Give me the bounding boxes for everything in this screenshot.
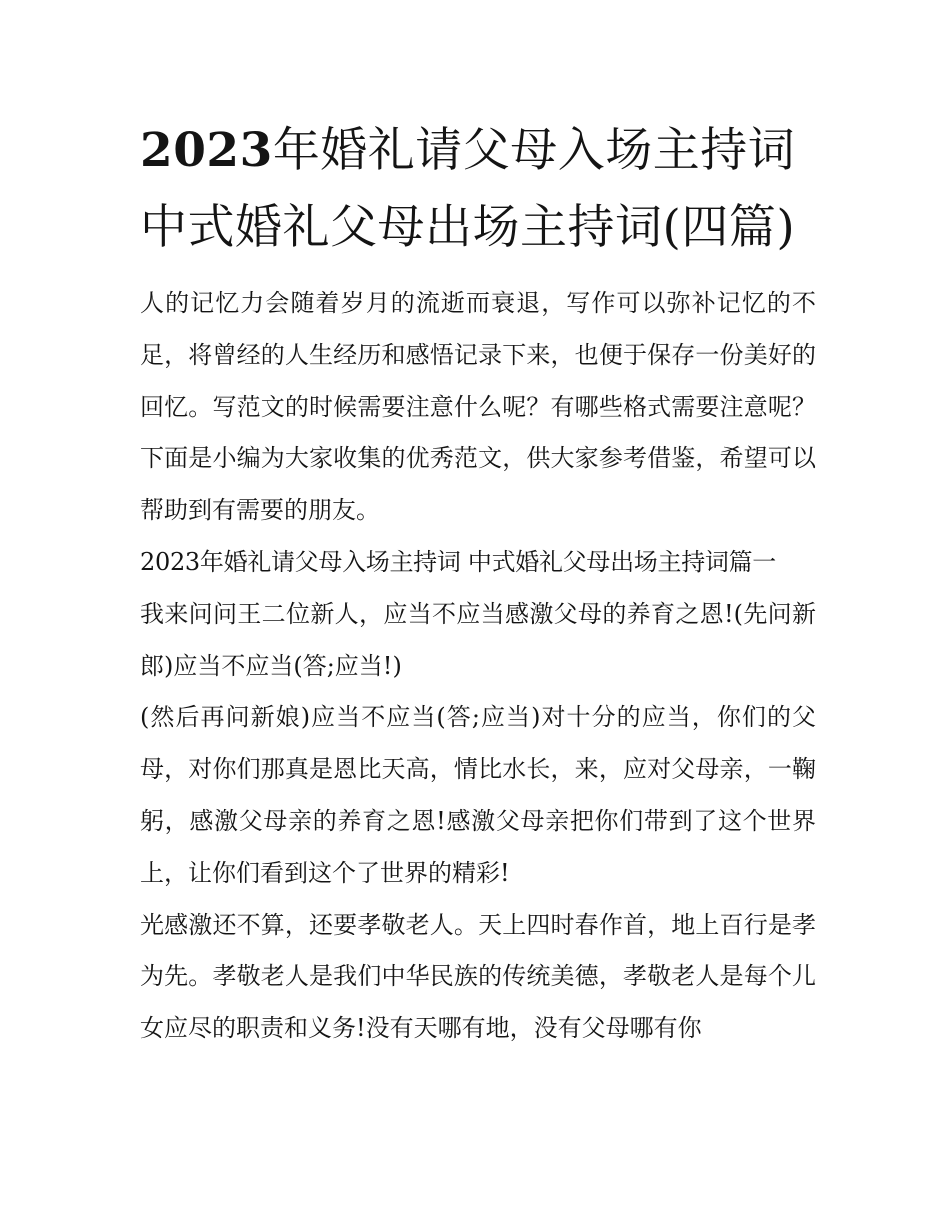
body-paragraph: (然后再问新娘)应当不应当(答;应当)对十分的应当，你们的父母，对你们那真是恩比天高，情比水长，来，应对父母亲，一鞠躬，感激父母亲的养育之恩!感激父母亲把你们带到了这个世界上，让你们看到这个了世界的精彩! (140, 703, 816, 887)
body-paragraph: 我来问问王二位新人，应当不应当感激父母的养育之恩!(先问新郎)应当不应当(答;应当!) (140, 599, 816, 680)
intro-paragraph: 人的记忆力会随着岁月的流逝而衰退，写作可以弥补记忆的不足，将曾经的人生经历和感悟记录下来，也便于保存一份美好的回忆。写范文的时候需要注意什么呢？有哪些格式需要注意呢？下面是小编为大家收集的优秀范文，供大家参考借鉴，希望可以帮助到有需要的朋友。 (140, 289, 816, 525)
body-paragraph: 光感激还不算，还要孝敬老人。天上四时春作首，地上百行是孝为先。孝敬老人是我们中华民族的传统美德，孝敬老人是每个儿女应尽的职责和义务!没有天哪有地，没有父母哪有你 (140, 910, 816, 1043)
title-text: 年婚礼请父母入场主持词 中式婚礼父母出场主持词(四篇) (140, 123, 796, 255)
title-year: 2023 (140, 123, 273, 178)
document-title (140, 112, 816, 266)
section-heading: 2023年婚礼请父母入场主持词 中式婚礼父母出场主持词篇一 (140, 547, 777, 576)
document-body (140, 112, 816, 1055)
